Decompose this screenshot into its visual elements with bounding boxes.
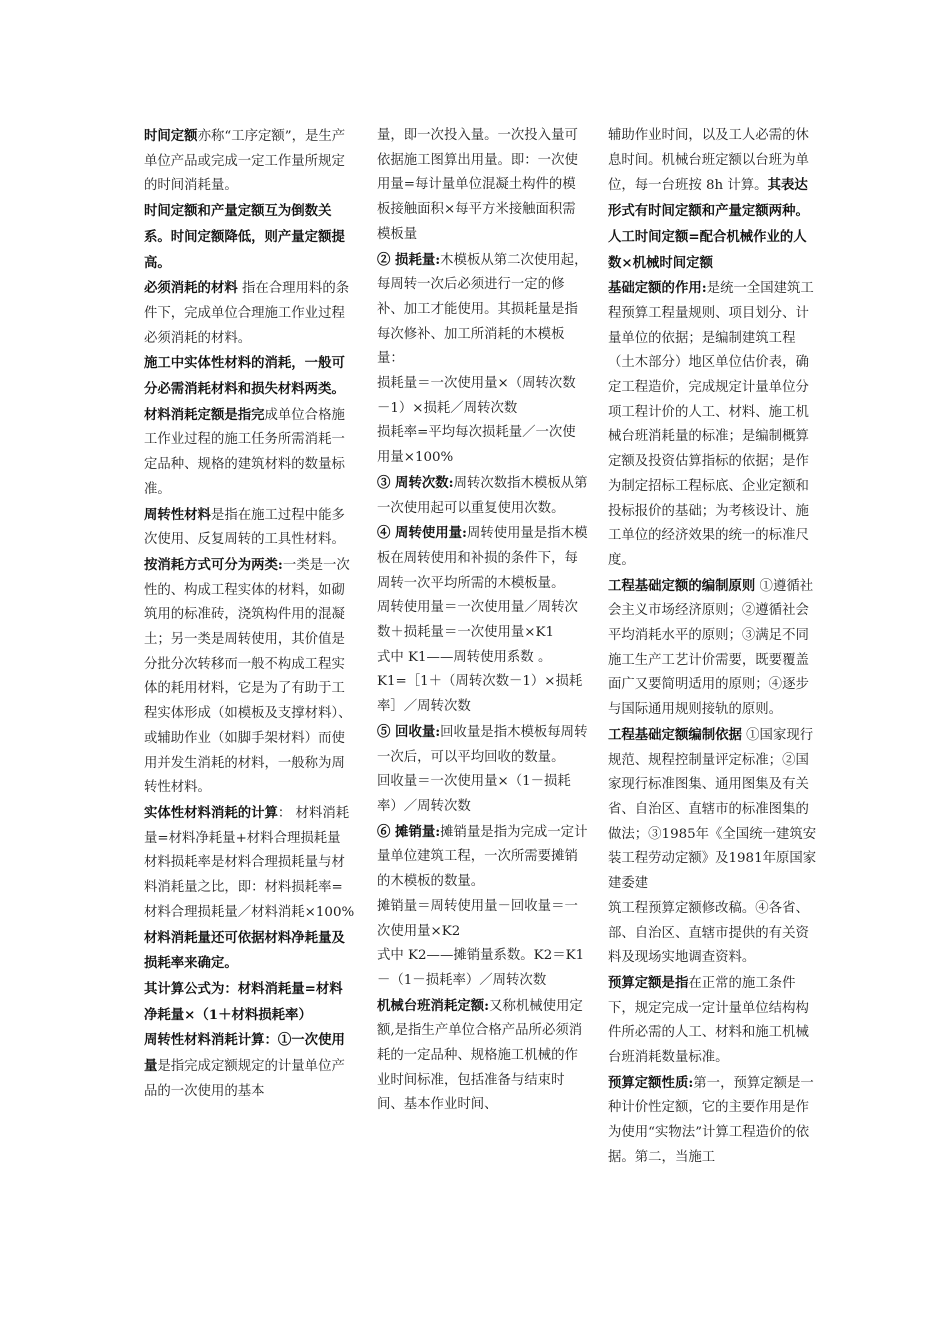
- column-3: [608, 124, 820, 1171]
- paragraph: [144, 276, 356, 351]
- bold-term: 按消耗方式可分为两类:: [144, 556, 283, 573]
- paragraph: [608, 124, 820, 225]
- paragraph: [144, 553, 356, 801]
- bold-term: 预算定额是指: [608, 974, 689, 991]
- paragraph: [608, 897, 820, 971]
- bold-term: 材料消耗量还可依据材料净耗量及损耗率来确定。: [144, 929, 345, 972]
- paragraph: [608, 276, 820, 573]
- paragraph-text: 式中 K2——摊销量系数。K2＝K1－（1－损耗率）／周转次数: [377, 948, 585, 988]
- paragraph: [608, 225, 820, 276]
- paragraph: [377, 820, 589, 895]
- paragraph-text: 筑工程预算定额修改稿。④各省、部、自治区、直辖市提供的有关资料及现场实地调查资料。: [608, 900, 809, 966]
- paragraph-text: 是统一全国建筑工程预算工程量规则、项目划分、计量单位的依据；是编制建筑工程（土木部分）地区单位估价表，确定工程造价，完成规定计量单位分项工程计价的人工、材料、施工机械台班消耗量的标准；是编制概算定额及投资估算指标的依据；是作为制定招标工程标底、企业定额和投标报价的基础；为考核设计、施工单位的经济效果的统一的标准尺度。: [608, 281, 814, 568]
- paragraph: [377, 471, 589, 521]
- paragraph-text: 在正常的施工条件下，规定完成一定计量单位结构构件所必需的人工、材料和施工机械台班消耗数量标准。: [608, 975, 809, 1066]
- paragraph: [377, 994, 589, 1119]
- paragraph-text: 回收量是指木模板每周转一次后，可以平均回收的数量。: [377, 724, 588, 765]
- paragraph: [377, 421, 589, 470]
- paragraph-text: 木模板从第二次使用起，每周转一次后必须进行一定的修补、加工才能使用。其损耗量是指每次修补、加工所消耗的木模板量：: [377, 252, 588, 367]
- paragraph: [608, 971, 820, 1071]
- paragraph-text: 量，即一次投入量。一次投入量可依据施工图算出用量。即：一次使用量=每计量单位混凝土构件的模板接触面积×每平方米接触面积需模板量: [377, 128, 578, 242]
- bold-term: ④ 周转使用量:: [377, 525, 467, 542]
- paragraph: [377, 372, 589, 421]
- bold-term: 周转性材料消耗计算：①一次使用量: [144, 1032, 345, 1075]
- paragraph-text: 周转次数指木模板从第一次使用起可以重复使用次数。: [377, 475, 588, 516]
- bold-term: 预算定额性质:: [608, 1074, 694, 1091]
- paragraph-text: 辅助作业时间，以及工人必需的休息时间。机械台班定额以台班为单位，每一台班按 8h 计算。: [608, 128, 809, 194]
- formula-text: 回收量＝一次使用量×（1－损耗率）／周转次数: [377, 774, 571, 814]
- bold-term: 机械台班消耗定额:: [377, 997, 490, 1014]
- formula-text: 周转使用量＝一次使用量／周转次数＋损耗量＝一次使用量×K1: [377, 600, 578, 641]
- paragraph: [377, 596, 589, 645]
- bold-term: 其表达形式有时间定额和产量定额两种。: [608, 177, 809, 220]
- paragraph: [144, 403, 356, 503]
- bold-term: 实体性材料消耗的计算: [144, 804, 278, 821]
- paragraph: [608, 1071, 820, 1171]
- paragraph-text: 是指完成定额规定的计量单位产品的一次使用的基本: [144, 1059, 345, 1099]
- paragraph: [144, 199, 356, 276]
- paragraph: [144, 801, 356, 851]
- paragraph: [377, 646, 589, 671]
- bold-term: ③ 周转次数:: [377, 474, 454, 491]
- paragraph-text: 成单位合格施工作业过程的施工任务所需消耗一定品种、规格的建筑材料的数量标准。: [144, 407, 345, 497]
- bold-term: 工程基础定额的编制原则: [608, 577, 756, 594]
- paragraph-text: 式中 K1——周转使用系数 。: [377, 649, 552, 665]
- bold-term: ⑤ 回收量:: [377, 723, 441, 740]
- paragraph-text: 摊销量是指为完成一定计量单位建筑工程，一次所需要摊销的木模板的数量。: [377, 824, 588, 890]
- paragraph: [144, 851, 356, 925]
- bold-term: 必须消耗的材料: [144, 280, 238, 297]
- bold-term: 时间定额和产量定额互为倒数关系。时间定额降低，则产量定额提高。: [144, 203, 345, 271]
- paragraph: [144, 124, 356, 199]
- paragraph-text: 第一，预算定额是一种计价性定额，它的主要作用是作为使用“实物法”计算工程造价的依据。第二，当施工: [608, 1075, 814, 1165]
- bold-term: 人工时间定额=配合机械作业的人数×机械时间定额: [608, 228, 807, 271]
- paragraph: [144, 926, 356, 977]
- bold-term: 周转性材料: [144, 506, 211, 523]
- paragraph-text: ： 材料消耗量=材料净耗量+材料合理损耗量: [144, 805, 350, 846]
- column-1: [144, 124, 356, 1104]
- bold-term: 其计算公式为：材料消耗量=材料净耗量×（1＋材料损耗率）: [144, 980, 343, 1023]
- bold-term: 材料消耗定额是指完: [144, 406, 265, 423]
- paragraph-text: 指在合理用料的条件下，完成单位合理施工作业过程必须消耗的材料。: [144, 281, 350, 346]
- paragraph: [144, 351, 356, 402]
- paragraph-text: 周转使用量是指木模板在周转使用和补损的条件下，每周转一次平均所需的木模板量。: [377, 526, 588, 591]
- paragraph: [144, 1028, 356, 1104]
- paragraph-text: 是指在施工过程中能多次使用、反复周转的工具性材料。: [144, 507, 345, 548]
- bold-term: ⑥ 摊销量:: [377, 823, 441, 840]
- paragraph: [377, 521, 589, 596]
- paragraph: [377, 670, 589, 719]
- bold-term: 基础定额的作用:: [608, 280, 707, 297]
- formula-text: 损耗率=平均每次损耗量／一次使用量×100%: [377, 425, 576, 466]
- formula-text: 损耗量＝一次使用量×（周转次数－1）×损耗／周转次数: [377, 376, 576, 416]
- paragraph-text: ①遵循社会主义市场经济原则；②遵循社会平均消耗水平的原则；③满足不同施工生产工艺计价需要，既要覆盖面广又要简明适用的原则；④逐步与国际通用规则接轨的原则。: [608, 578, 814, 718]
- paragraph: [608, 723, 820, 897]
- bold-term: 时间定额: [144, 128, 198, 144]
- paragraph-text: 一类是一次性的、构成工程实体的材料，如砌筑用的标准砖，浇筑构件用的混凝土；另一类是周转使用，其价值是分批分次转移而一般不构成工程实体的耗用材料，它是为了有助于工程实体形成（如模板及支撑材料）、或辅助作业（如脚手架材料）而使用并发生消耗的材料，一般称为周转性材料。: [144, 557, 352, 796]
- paragraph: [377, 124, 589, 248]
- paragraph: [377, 770, 589, 819]
- paragraph: [144, 503, 356, 553]
- column-2: [377, 124, 589, 1118]
- formula-text: 摊销量＝周转使用量－回收量＝一次使用量×K2: [377, 898, 578, 939]
- paragraph-text: 又称机械使用定额,是指生产单位合格产品所必须消耗的一定品种、规格施工机械的作业时间标准，包括准备与结束时间、基本作业时间、: [377, 998, 583, 1113]
- paragraph: [377, 944, 589, 993]
- paragraph: [608, 574, 820, 723]
- paragraph-text: ①国家现行规范、规程控制量评定标准；②国家现行标准图集、通用图集及有关省、自治区、直辖市的标准图集的做法；③1985年《全国统一建筑安装工程劳动定额》及1981年原国家建委建: [608, 727, 817, 892]
- formula-text: K1=［1＋（周转次数－1）×损耗率］／周转次数: [377, 674, 583, 715]
- paragraph: [377, 895, 589, 944]
- paragraph: [144, 977, 356, 1028]
- paragraph-text: 亦称“工序定额”，是生产单位产品或完成一定工作量所规定的时间消耗量。: [144, 129, 346, 194]
- paragraph: [377, 720, 589, 770]
- bold-term: 施工中实体性材料的消耗，一般可分必需消耗材料和损失材料两类。: [144, 355, 345, 398]
- paragraph-text: 材料损耗率是材料合理损耗量与材料消耗量之比，即：材料损耗率=材料合理损耗量／材料消耗×100%: [144, 855, 355, 920]
- bold-term: 工程基础定额编制依据: [608, 726, 742, 743]
- bold-term: ② 损耗量:: [377, 251, 441, 268]
- paragraph: [377, 248, 589, 373]
